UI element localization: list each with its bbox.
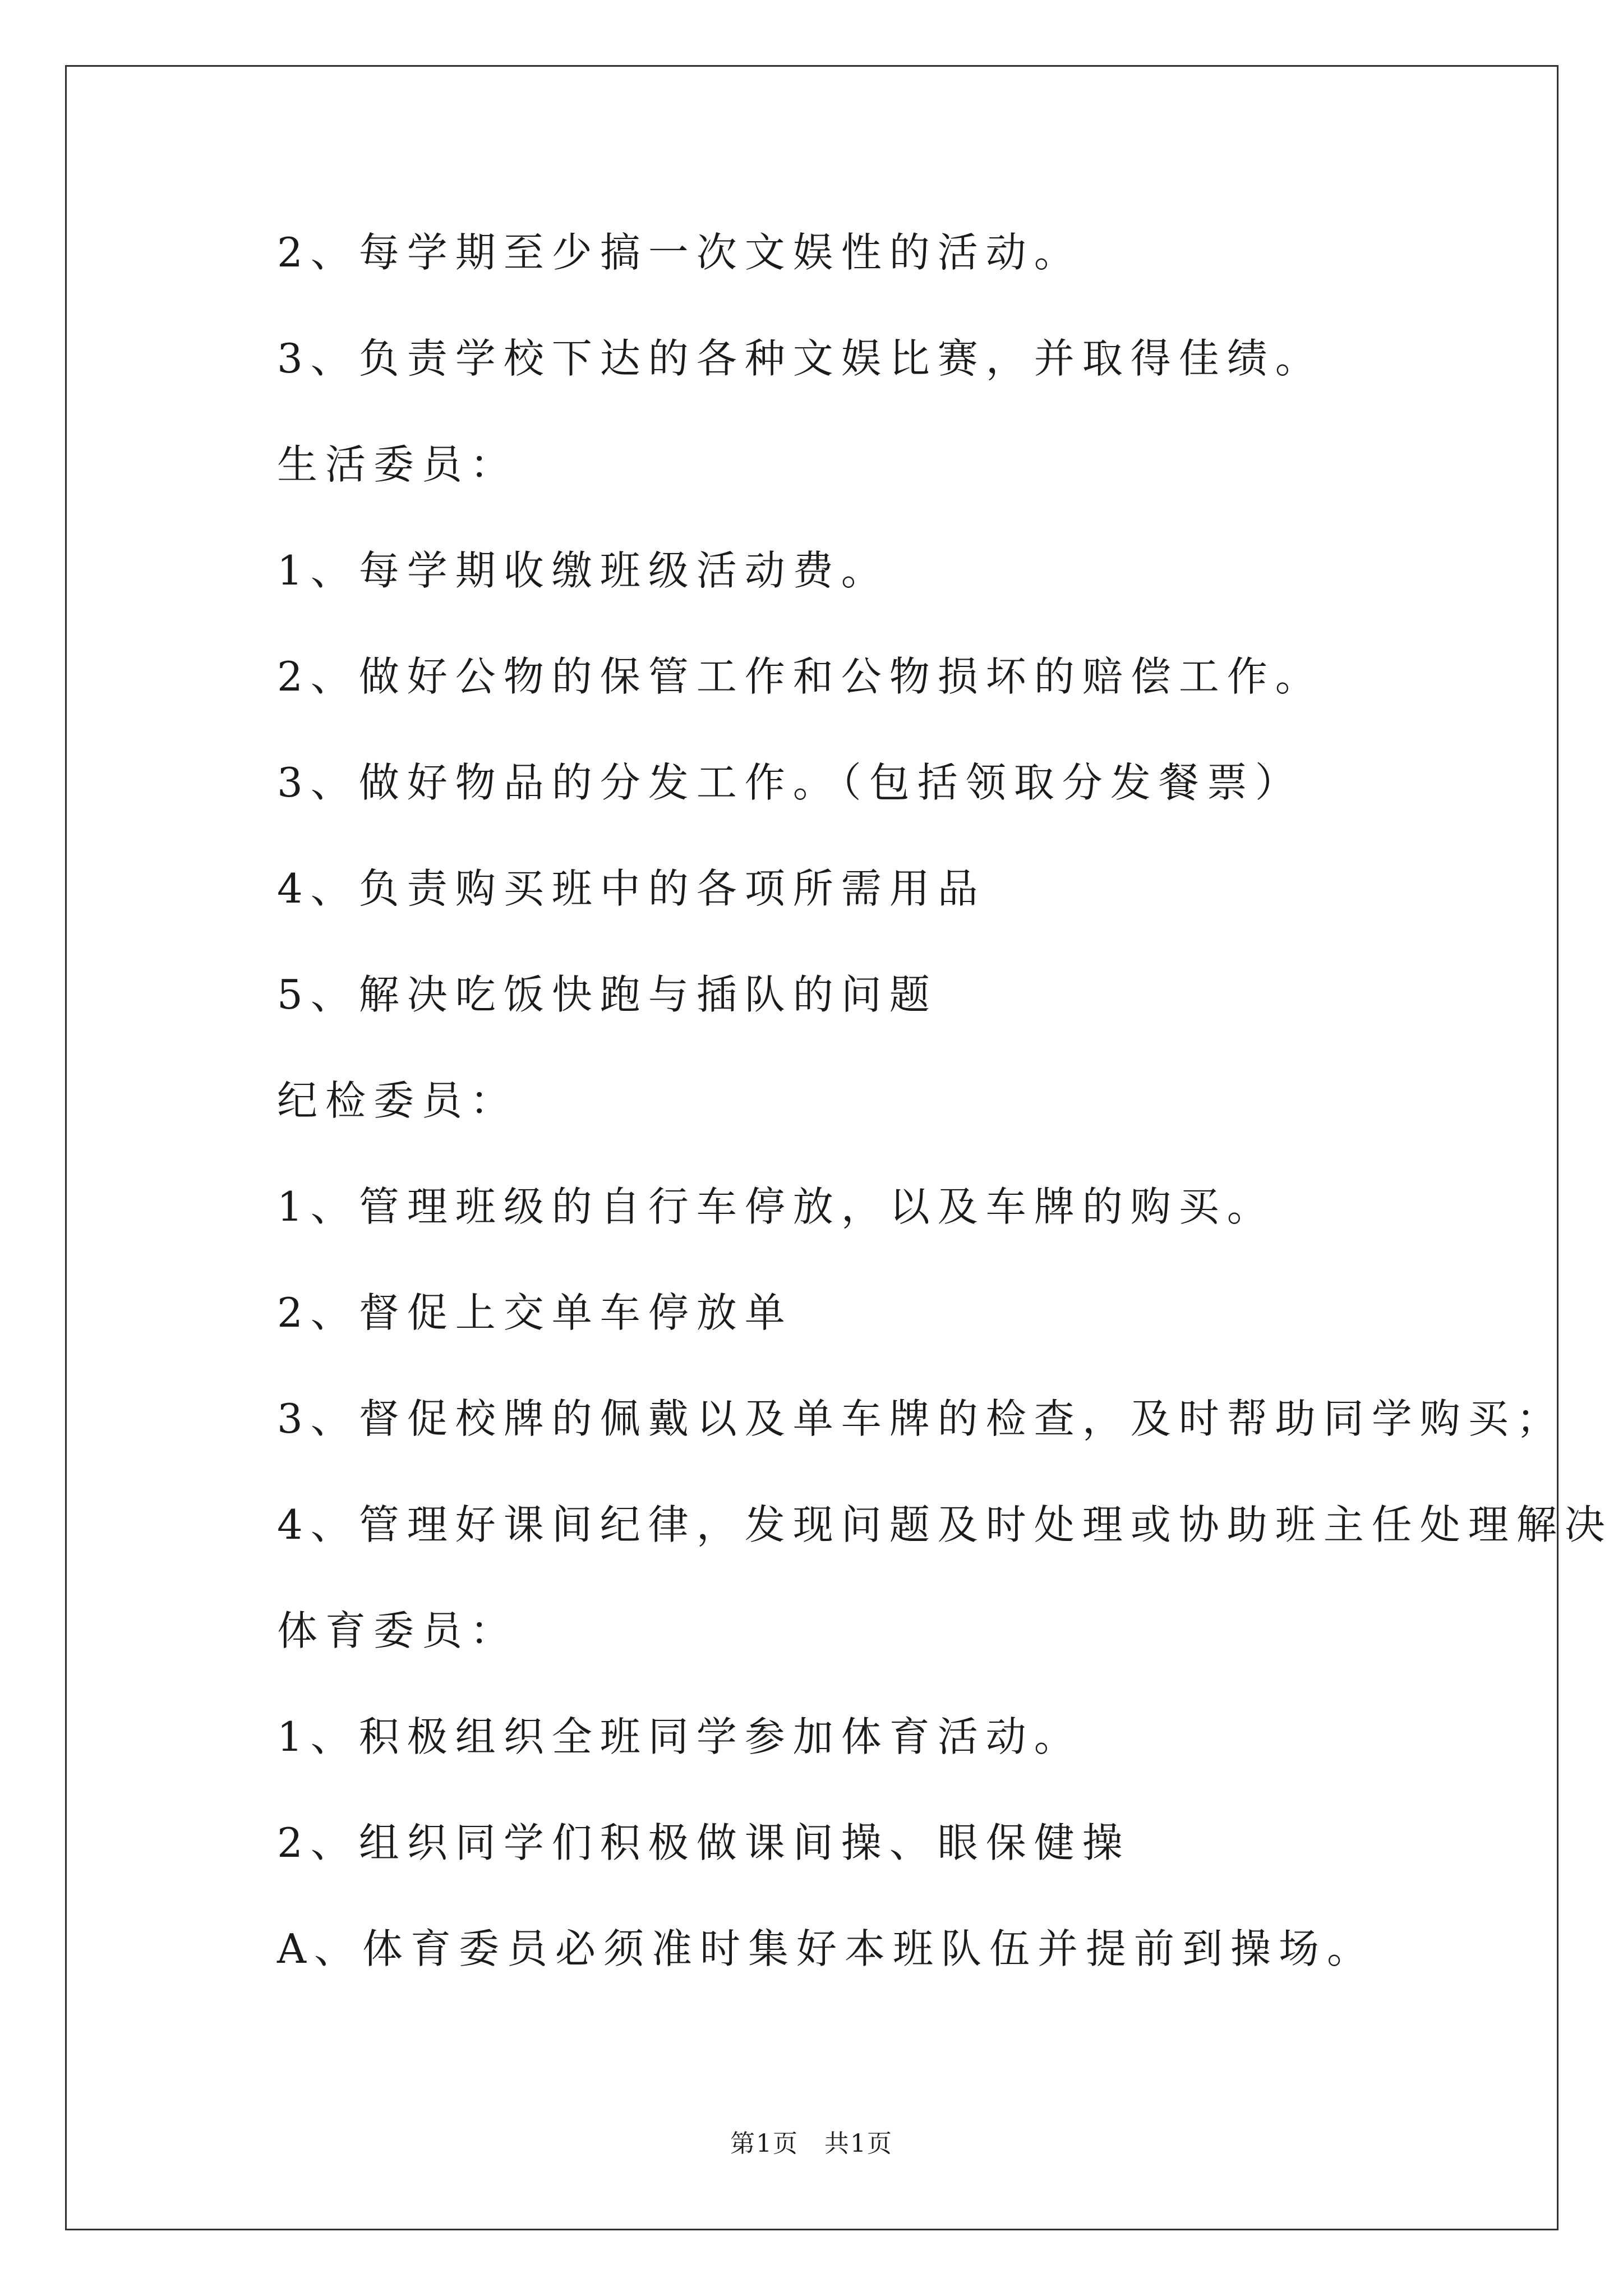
text-line: 3、做好物品的分发工作。（包括领取分发餐票） [277, 759, 1303, 806]
text-line: 2、每学期至少搞一次文娱性的活动。 [277, 229, 1082, 276]
page-footer [0, 2123, 1623, 2159]
text-line: 3、督促校牌的佩戴以及单车牌的检查，及时帮助同学购买； [277, 1395, 1565, 1442]
text-line: 1、每学期收缴班级活动费。 [277, 547, 889, 594]
text-line: 3、负责学校下达的各种文娱比赛，并取得佳绩。 [277, 335, 1324, 382]
text-line: 5、解决吃饭快跑与插队的问题 [277, 971, 938, 1018]
section-heading: 纪检委员： [277, 1077, 519, 1124]
section-heading: 体育委员： [277, 1607, 519, 1654]
document-body [277, 216, 1613, 2018]
text-line: 2、组织同学们积极做课间操、眼保健操 [277, 1819, 1131, 1866]
text-line: 1、管理班级的自行车停放，以及车牌的购买。 [277, 1183, 1275, 1230]
page-number: 第1页 [730, 2129, 799, 2158]
text-line: 2、督促上交单车停放单 [277, 1289, 793, 1336]
section-heading: 生活委员： [277, 441, 519, 488]
page-total: 共1页 [824, 2129, 893, 2158]
text-line: 4、负责购买班中的各项所需用品 [277, 865, 986, 912]
text-line: 2、做好公物的保管工作和公物损坏的赔偿工作。 [277, 653, 1324, 700]
text-line: A、体育委员必须准时集好本班队伍并提前到操场。 [277, 1925, 1375, 1972]
text-line: 4、管理好课间纪律，发现问题及时处理或协助班主任处理解决 [277, 1501, 1613, 1548]
text-line: 1、积极组织全班同学参加体育活动。 [277, 1713, 1082, 1760]
